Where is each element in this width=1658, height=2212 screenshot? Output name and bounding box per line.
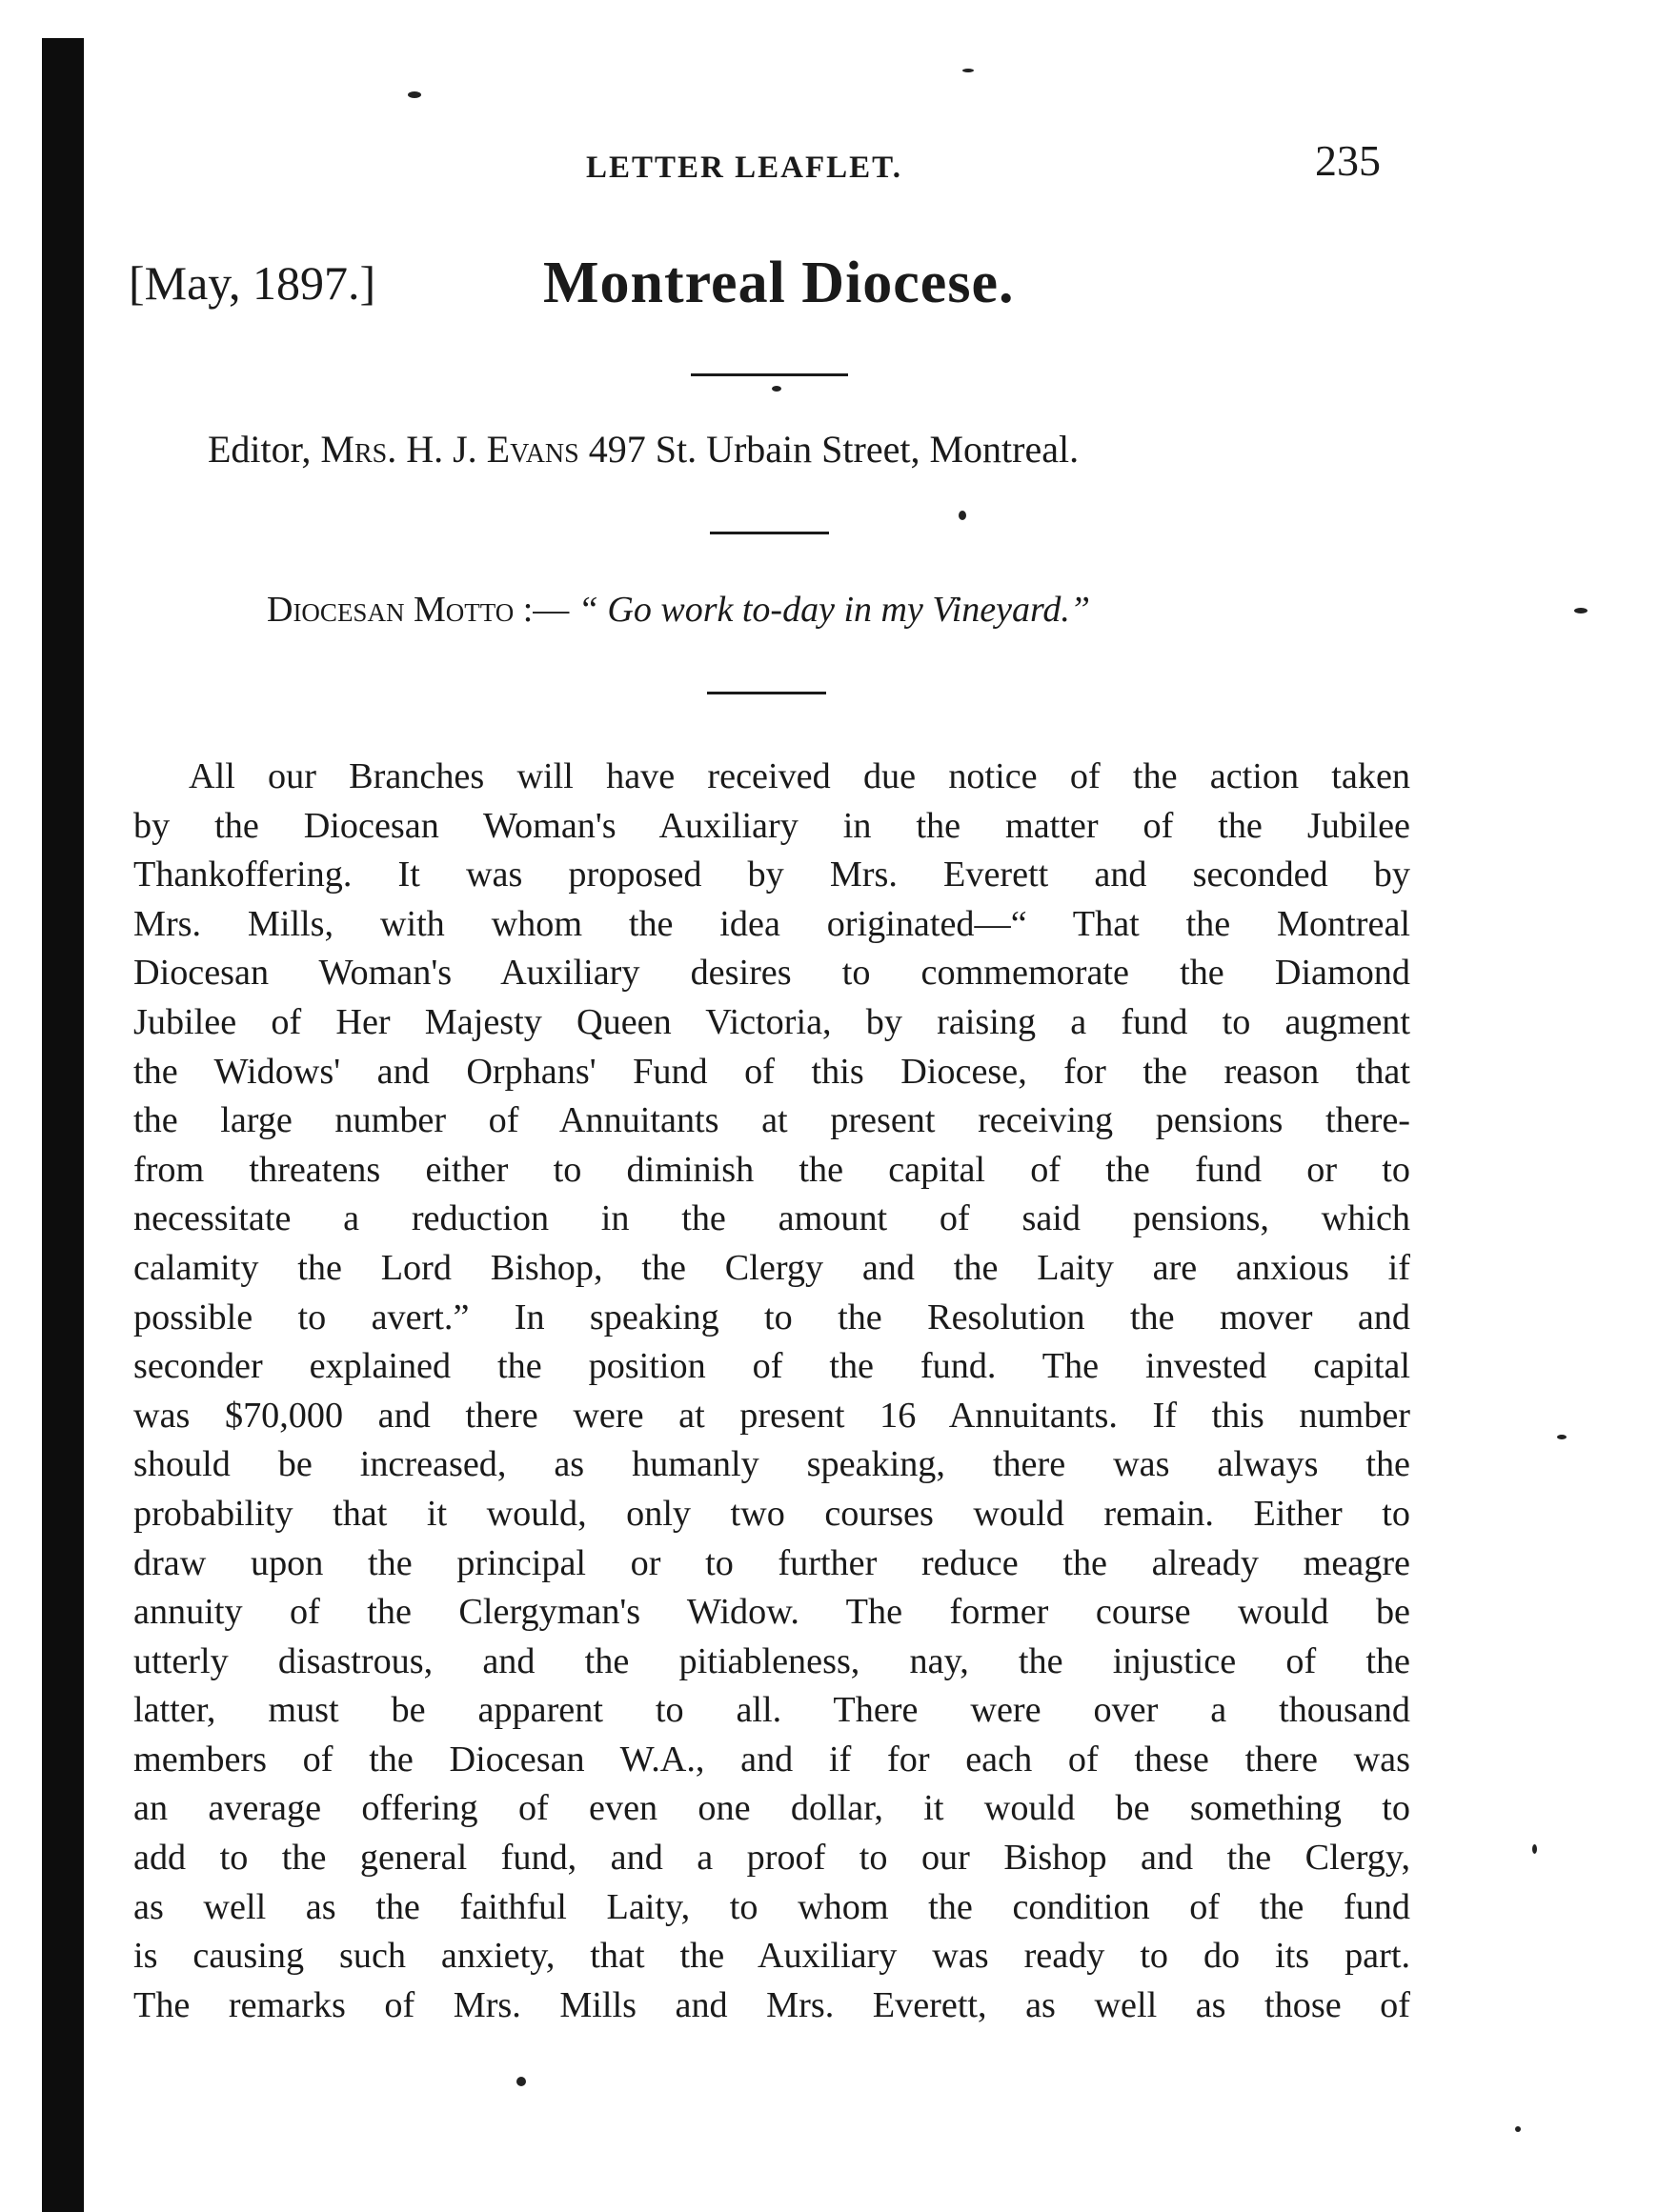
body-line: should be increased, as humanly speaking, there was always the bbox=[133, 1444, 1410, 1485]
body-line: Jubilee of Her Majesty Queen Victoria, by raising a fund to augment bbox=[133, 1001, 1410, 1042]
body-line: Diocesan Woman's Auxiliary desires to commemorate the Diamond bbox=[133, 953, 1410, 994]
motto-label: Diocesan Motto :— bbox=[267, 590, 570, 630]
body-line: add to the general fund, and a proof to our Bishop and the Clergy, bbox=[133, 1838, 1410, 1879]
body-line: draw upon the principal or to further reduce the already meagre bbox=[133, 1542, 1410, 1583]
body-line: possible to avert.” In speaking to the Resolution the mover and bbox=[133, 1297, 1410, 1337]
body-line: an average offering of even one dollar, it would be something to bbox=[133, 1788, 1410, 1829]
body-line: All our Branches will have received due notice of the action taken bbox=[189, 756, 1410, 796]
body-paragraph bbox=[133, 753, 1410, 2030]
scan-speck bbox=[1574, 608, 1587, 613]
body-line: the Widows' and Orphans' Fund of this Diocese, for the reason that bbox=[133, 1051, 1410, 1092]
scan-speck bbox=[1515, 2126, 1521, 2132]
scan-speck bbox=[1532, 1844, 1537, 1854]
diocese-title: Montreal Diocese. bbox=[543, 251, 1015, 315]
body-line: the large number of Annuitants at present receiving pensions there- bbox=[133, 1100, 1410, 1141]
body-line: is causing such anxiety, that the Auxiliary was ready to do its part. bbox=[133, 1936, 1410, 1977]
editor-address: 497 St. Urbain Street, Montreal. bbox=[588, 428, 1080, 471]
page-number: 235 bbox=[1315, 136, 1381, 185]
body-line: The remarks of Mrs. Mills and Mrs. Everett, as well as those of bbox=[133, 1984, 1410, 2025]
title-rule bbox=[691, 373, 848, 376]
body-line: as well as the faithful Laity, to whom the condition of the fund bbox=[133, 1886, 1410, 1927]
body-line: necessitate a reduction in the amount of said pensions, which bbox=[133, 1198, 1410, 1239]
editor-rule bbox=[710, 532, 829, 534]
body-line: utterly disastrous, and the pitiableness, nay, the injustice of the bbox=[133, 1640, 1410, 1681]
body-line: latter, must be apparent to all. There were over a thousand bbox=[133, 1690, 1410, 1731]
editor-name: Mrs. H. J. Evans bbox=[320, 428, 579, 471]
body-line: annuity of the Clergyman's Widow. The former course would be bbox=[133, 1592, 1410, 1633]
body-line: Thankoffering. It was proposed by Mrs. Everett and seconded by bbox=[133, 855, 1410, 895]
motto-rule bbox=[707, 692, 826, 694]
body-line: seconder explained the position of the fund. The invested capital bbox=[133, 1346, 1410, 1387]
body-line: by the Diocesan Woman's Auxiliary in the matter of the Jubilee bbox=[133, 805, 1410, 846]
body-line: probability that it would, only two courses would remain. Either to bbox=[133, 1493, 1410, 1534]
body-line: was $70,000 and there were at present 16 Annuitants. If this number bbox=[133, 1395, 1410, 1436]
body-line: Mrs. Mills, with whom the idea originated—“ That the Montreal bbox=[133, 903, 1410, 944]
body-line: from threatens either to diminish the capital of the fund or to bbox=[133, 1149, 1410, 1190]
editor-label: Editor, bbox=[208, 428, 312, 471]
scan-speck bbox=[408, 91, 421, 98]
body-line: members of the Diocesan W.A., and if for each of these there was bbox=[133, 1739, 1410, 1780]
diocesan-motto bbox=[267, 589, 1090, 631]
scan-speck bbox=[962, 69, 974, 72]
scan-speck bbox=[772, 386, 781, 392]
issue-date: [May, 1897.] bbox=[129, 256, 376, 310]
binding-edge bbox=[42, 38, 84, 2212]
scan-speck bbox=[959, 511, 966, 520]
body-line: calamity the Lord Bishop, the Clergy and the Laity are anxious if bbox=[133, 1247, 1410, 1288]
editor-line bbox=[208, 427, 1079, 472]
scan-speck bbox=[1557, 1435, 1567, 1439]
running-head: LETTER LEAFLET. bbox=[586, 151, 902, 185]
scan-speck bbox=[516, 2077, 526, 2086]
motto-quote: “ Go work to-day in my Vineyard.” bbox=[577, 590, 1091, 630]
